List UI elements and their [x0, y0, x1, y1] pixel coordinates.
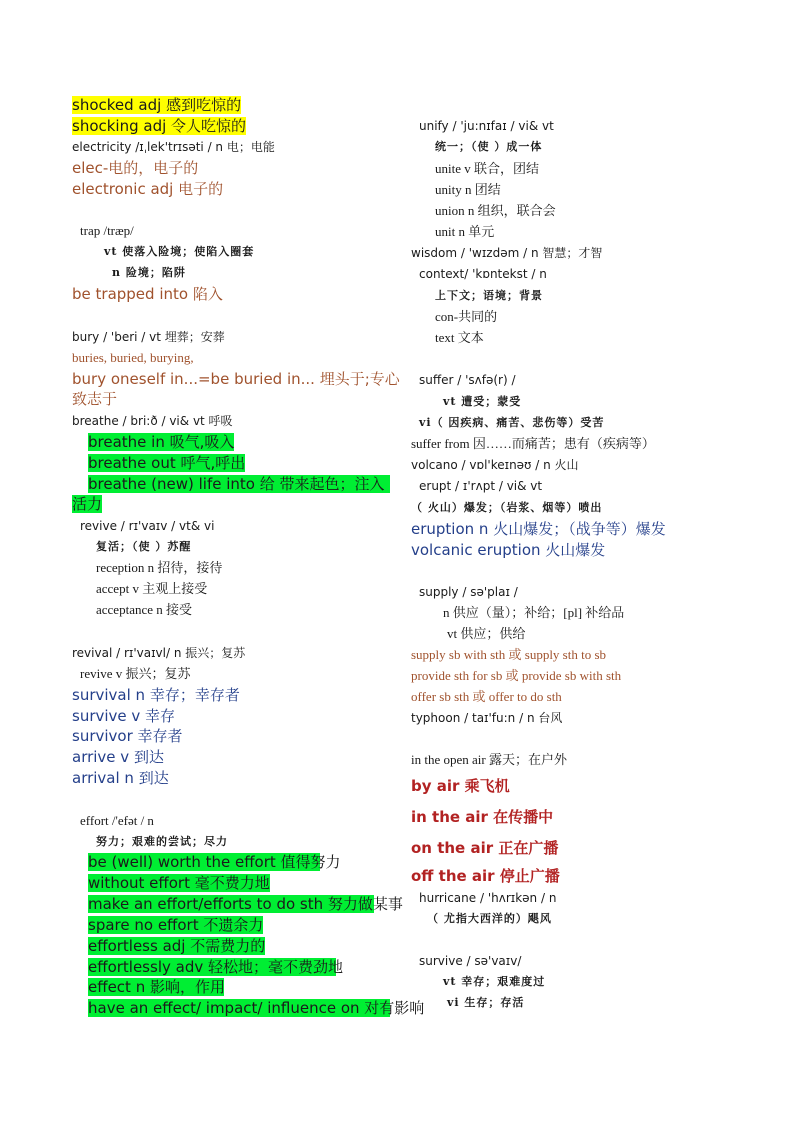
- survive-vt: vt 幸存；艰难度过: [443, 975, 546, 988]
- in-the-air: in the air 在传播中: [411, 808, 554, 826]
- breathe-out: breathe out 呼气,呼出: [88, 454, 246, 472]
- breathe-life-into: breathe (new) life into 给 带来起色；注入: [88, 475, 390, 493]
- arrive: arrive v 到达: [72, 748, 164, 766]
- entry-unify: unify / 'ju:nɪfaɪ / vi& vt: [419, 119, 554, 133]
- spare-no-effort: spare no effort 不遗余力: [88, 916, 264, 934]
- entry-suffer: suffer / 'sʌfə(r) /: [419, 373, 516, 387]
- offer-sb-sth: offer sb sth 或 offer to do sth: [411, 689, 562, 704]
- bury-forms: buries, buried, burying,: [72, 350, 194, 365]
- effect: effect n 影响，作用: [88, 978, 225, 996]
- unify-meaning: 统一；（使 ）成一体: [435, 140, 543, 153]
- off-the-air: off the air 停止广播: [411, 867, 560, 885]
- on-the-air: on the air 正在广播: [411, 839, 559, 857]
- survival: survival n 幸存；幸存者: [72, 686, 240, 704]
- con-prefix: con-共同的: [435, 309, 498, 324]
- supply-vt: vt 供应；供给: [447, 626, 526, 641]
- be-trapped-into: be trapped into 陷入: [72, 285, 223, 303]
- entry-shocking: shocking adj 令人吃惊的: [72, 117, 247, 135]
- suffer-vi: vi（ 因疾病、痛苦、悲伤等）受苦: [419, 416, 605, 429]
- make-an-effort: make an effort/efforts to do sth 努力做某事: [88, 895, 403, 913]
- entry-electricity: electricity /ɪˌlek'trɪsəti / n 电；电能: [72, 140, 275, 154]
- bury-oneself-cont: 致志于: [72, 390, 118, 408]
- trap-vt: vt 使落入险境；使陷入圈套: [104, 245, 255, 258]
- entry-elec: elec-电的，电子的: [72, 159, 199, 177]
- without-effort: without effort 毫不费力地: [88, 874, 270, 892]
- survive-v: survive v 幸存: [72, 707, 176, 725]
- entry-bury: bury / 'beri / vt 埋葬；安葬: [72, 330, 225, 344]
- supply-sb-with: supply sb with sth 或 supply sth to sb: [411, 647, 607, 662]
- accept: accept v 主观上接受: [96, 581, 208, 596]
- breathe-in: breathe in 吸气,吸入: [88, 433, 235, 451]
- provide-sth-for: provide sth for sb 或 provide sb with sth: [411, 668, 622, 683]
- eruption: eruption n 火山爆发；（战争等）爆发: [411, 520, 666, 538]
- acceptance: acceptance n 接受: [96, 602, 193, 617]
- entry-survive: survive / sə'vaɪv/: [419, 954, 522, 968]
- union: union n 组织，联合会: [435, 203, 556, 218]
- unit: unit n 单元: [435, 224, 495, 239]
- breathe-life-into-cont: 活力: [72, 495, 103, 513]
- entry-effort: effort /'efət / n: [80, 813, 154, 828]
- entry-hurricane: hurricane / 'hʌrɪkən / n: [419, 891, 557, 905]
- survive-vi: vi 生存；存活: [447, 996, 525, 1009]
- by-air: by air 乘飞机: [411, 777, 510, 795]
- entry-volcano: volcano / vɒl'keɪnəʊ / n 火山: [411, 458, 579, 472]
- entry-revive: revive / rɪ'vaɪv / vt& vi: [80, 519, 215, 533]
- worth-the-effort: be (well) worth the effort 值得努力: [88, 853, 341, 871]
- entry-typhoon: typhoon / taɪ'fu:n / n 台风: [411, 711, 563, 725]
- unity: unity n 团结: [435, 182, 501, 197]
- survivor: survivor 幸存者: [72, 727, 183, 745]
- effortless: effortless adj 不需费力的: [88, 937, 266, 955]
- suffer-vt: vt 遭受；蒙受: [443, 395, 522, 408]
- trap-n: n 险境；陷阱: [112, 266, 186, 279]
- hurricane-meaning: （ 尤指大西洋的）飓风: [427, 912, 552, 925]
- reception: reception n 招待，接待: [96, 560, 223, 575]
- text: text 文本: [435, 330, 484, 345]
- entry-trap: trap /træp/: [80, 223, 134, 238]
- entry-shocked: shocked adj 感到吃惊的: [72, 96, 242, 114]
- effort-meaning: 努力；艰难的尝试；尽力: [96, 835, 228, 848]
- entry-electronic: electronic adj 电子的: [72, 180, 224, 198]
- unite: unite v 联合，团结: [435, 161, 539, 176]
- revive-v: revive v 振兴；复苏: [80, 666, 191, 681]
- in-the-open-air: in the open air 露天；在户外: [411, 752, 567, 767]
- effortlessly: effortlessly adv 轻松地；毫不费劲地: [88, 958, 343, 976]
- entry-erupt: erupt / ɪ'rʌpt / vi& vt: [419, 479, 543, 493]
- have-an-effect: have an effect/ impact/ influence on 对有影响: [88, 999, 425, 1017]
- entry-context: context/ 'kɒntekst / n: [419, 267, 547, 281]
- arrival: arrival n 到达: [72, 769, 169, 787]
- entry-revival: revival / rɪ'vaɪvl/ n 振兴；复苏: [72, 646, 246, 660]
- entry-wisdom: wisdom / 'wɪzdəm / n 智慧；才智: [411, 246, 603, 260]
- revive-meaning: 复活；（使 ）苏醒: [96, 540, 192, 553]
- bury-oneself: bury oneself in...=be buried in... 埋头于;专心: [72, 370, 400, 388]
- suffer-from: suffer from 因……而痛苦；患有（疾病等）: [411, 436, 655, 451]
- entry-breathe: breathe / bri:ð / vi& vt 呼吸: [72, 414, 233, 428]
- entry-supply: supply / sə'plaɪ /: [419, 585, 518, 599]
- volcanic-eruption: volcanic eruption 火山爆发: [411, 541, 606, 559]
- context-meaning: 上下文；语境；背景: [435, 289, 543, 302]
- erupt-meaning: （ 火山）爆发；（岩浆、烟等）喷出: [411, 501, 603, 514]
- supply-n: n 供应（量）；补给；[pl] 补给品: [443, 605, 625, 620]
